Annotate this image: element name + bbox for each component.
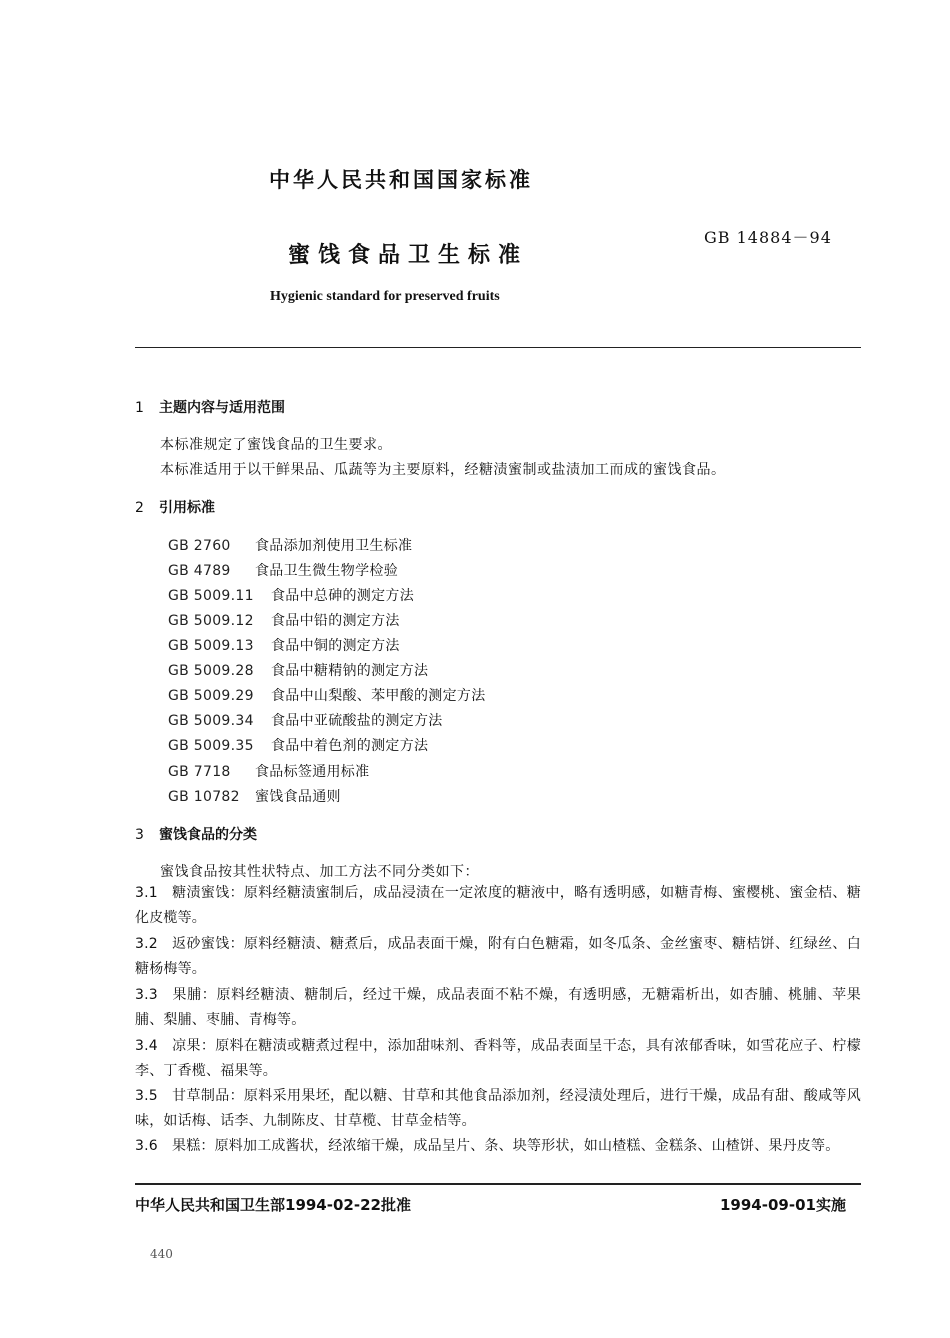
page-number: 440 — [150, 1247, 173, 1261]
classification-item — [135, 1034, 861, 1084]
section-title: 引用标准 — [159, 500, 215, 516]
reference-title: 食品卫生微生物学检验 — [255, 563, 398, 579]
clause-text: 果脯：原料经糖渍、糖制后，经过干燥，成品表面不粘不燥，有透明感，无糖霜析出，如杏脯、桃脯、苹果脯、梨脯、枣脯、青梅等。 — [135, 987, 861, 1028]
reference-code: GB 5009.12 — [168, 613, 254, 629]
clause-text: 糖渍蜜饯：原料经糖渍蜜制后，成品浸渍在一定浓度的糖液中，略有透明感，如糖青梅、蜜樱桃、蜜金桔、糖化皮榄等。 — [135, 885, 861, 926]
section-number: 3 — [135, 827, 144, 843]
reference-item — [168, 735, 428, 755]
reference-item — [168, 585, 414, 605]
national-standard-title: 中华人民共和国国家标准 — [269, 168, 533, 192]
reference-code: GB 5009.11 — [168, 588, 254, 604]
section-number: 1 — [135, 400, 144, 416]
reference-title: 食品中糖精钠的测定方法 — [271, 663, 429, 679]
reference-code: GB 2760 — [168, 538, 231, 554]
reference-title: 食品中亚硫酸盐的测定方法 — [271, 713, 443, 729]
reference-title: 食品中山梨酸、苯甲酸的测定方法 — [271, 688, 486, 704]
reference-item — [168, 685, 486, 705]
clause-text: 凉果：原料在糖渍或糖煮过程中，添加甜味剂、香料等，成品表面呈干态，具有浓郁香味，如雪花应子、柠檬李、丁香榄、福果等。 — [135, 1038, 861, 1079]
section-3-heading — [135, 824, 257, 844]
reference-title: 食品中着色剂的测定方法 — [271, 738, 429, 754]
reference-code: GB 7718 — [168, 764, 231, 780]
reference-item — [168, 535, 412, 555]
reference-title: 食品标签通用标准 — [255, 764, 370, 780]
header-divider — [135, 347, 861, 348]
classification-item — [135, 983, 861, 1033]
reference-title: 食品中铅的测定方法 — [271, 613, 400, 629]
reference-code: GB 4789 — [168, 563, 231, 579]
classification-item — [135, 1134, 861, 1159]
clause-number: 3.1 — [135, 885, 158, 901]
section-title: 主题内容与适用范围 — [159, 400, 285, 416]
reference-item — [168, 761, 369, 781]
reference-item — [168, 660, 428, 680]
reference-code: GB 5009.13 — [168, 638, 254, 654]
clause-number: 3.3 — [135, 987, 158, 1003]
reference-code: GB 5009.29 — [168, 688, 254, 704]
classification-item — [135, 932, 861, 982]
clause-text: 甘草制品：原料采用果坯，配以糖、甘草和其他食品添加剂，经浸渍处理后，进行干燥，成品有甜、酸咸等风味，如话梅、话李、九制陈皮、甘草榄、甘草金桔等。 — [135, 1088, 861, 1129]
reference-code: GB 5009.34 — [168, 713, 254, 729]
reference-title: 蜜饯食品通则 — [255, 789, 341, 805]
reference-title: 食品中总砷的测定方法 — [271, 588, 414, 604]
clause-number: 3.6 — [135, 1138, 158, 1154]
clause-text: 返砂蜜饯：原料经糖渍、糖煮后，成品表面干燥，附有白色糖霜，如冬瓜条、金丝蜜枣、糖桔饼、红绿丝、白糖杨梅等。 — [135, 936, 861, 977]
english-title: Hygienic standard for preserved fruits — [270, 289, 500, 304]
clause-number: 3.2 — [135, 936, 158, 952]
reference-code: GB 5009.28 — [168, 663, 254, 679]
clause-text: 果糕：原料加工成酱状，经浓缩干燥，成品呈片、条、块等形状，如山楂糕、金糕条、山楂饼、果丹皮等。 — [172, 1138, 840, 1154]
standard-number: GB 14884－94 — [704, 228, 832, 247]
reference-title: 食品中铜的测定方法 — [271, 638, 400, 654]
reference-code: GB 5009.35 — [168, 738, 254, 754]
section-1-heading — [135, 397, 285, 417]
reference-item — [168, 710, 443, 730]
clause-number: 3.5 — [135, 1088, 158, 1104]
reference-item — [168, 635, 400, 655]
classification-item — [135, 1084, 861, 1134]
reference-item — [168, 560, 398, 580]
reference-code: GB 10782 — [168, 789, 240, 805]
implementation-date: 1994-09-01实施 — [720, 1196, 846, 1214]
section-1-paragraph: 本标准适用于以干鲜果品、瓜蔬等为主要原料，经糖渍蜜制或盐渍加工而成的蜜饯食品。 — [160, 462, 726, 478]
footer-divider — [135, 1183, 861, 1185]
section-1-paragraph: 本标准规定了蜜饯食品的卫生要求。 — [160, 437, 392, 453]
reference-item — [168, 786, 341, 806]
approval-line: 中华人民共和国卫生部1994-02-22批准 — [135, 1196, 411, 1214]
section-3-intro: 蜜饯食品按其性状特点、加工方法不同分类如下： — [160, 864, 479, 880]
section-number: 2 — [135, 500, 144, 516]
section-2-heading — [135, 497, 215, 517]
reference-item — [168, 610, 400, 630]
classification-item — [135, 881, 861, 931]
reference-title: 食品添加剂使用卫生标准 — [255, 538, 413, 554]
section-title: 蜜饯食品的分类 — [159, 827, 257, 843]
clause-number: 3.4 — [135, 1038, 158, 1054]
standard-title: 蜜饯食品卫生标准 — [288, 243, 529, 268]
